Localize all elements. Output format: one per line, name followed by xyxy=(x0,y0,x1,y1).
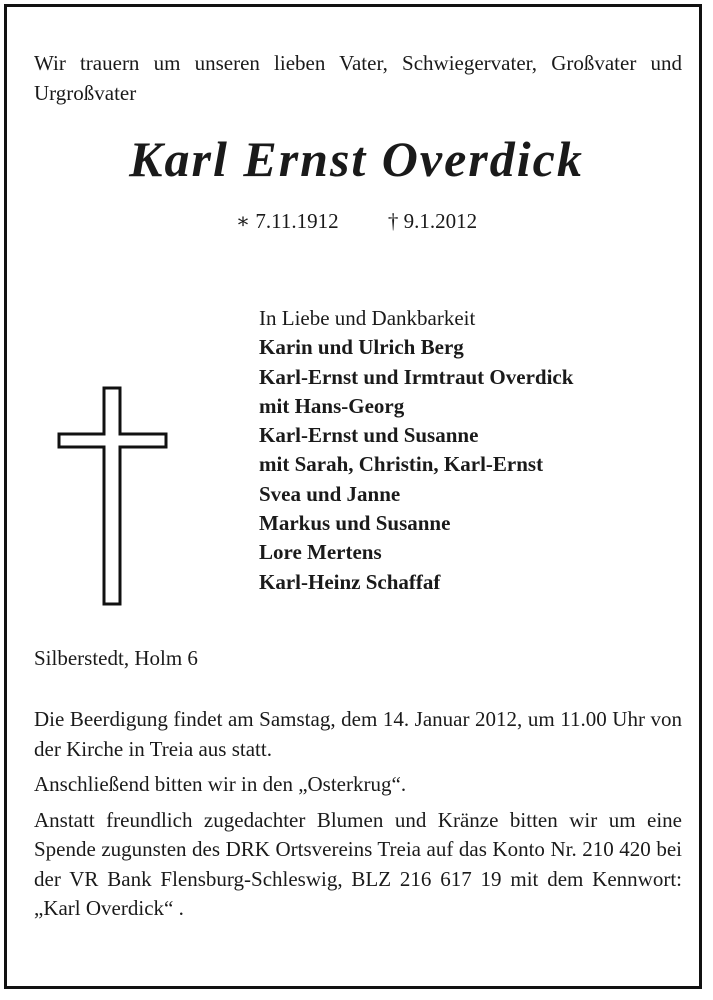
mourner-line: Karin und Ulrich Berg xyxy=(259,335,464,360)
funeral-details xyxy=(34,705,682,930)
mourners-list xyxy=(259,304,573,597)
mourner-line: Karl-Heinz Schaffaf xyxy=(259,569,441,594)
mourner-line: Karl-Ernst und Irmtraut Overdick xyxy=(259,364,574,389)
donation-paragraph: Anstatt freundlich zugedachter Blumen und Kränze bitten wir um eine Spende zugunsten des DRK Ortsvereins Treia auf das Konto Nr. 210 420 bei der VR Bank Flensburg-Schleswig, BLZ 216 617 19 mit dem Kennwort: „Karl Overdick“ . xyxy=(34,807,682,920)
deceased-name: Karl Ernst Overdick xyxy=(129,131,584,187)
death-date: † 9.1.2012 xyxy=(387,209,478,233)
life-dates xyxy=(0,209,713,234)
funeral-paragraph: Die Beerdigung findet am Samstag, dem 14. Januar 2012, um 11.00 Uhr von der Kirche in Treia aus statt. xyxy=(34,707,682,761)
mourner-line: Markus und Susanne xyxy=(259,511,451,536)
mourner-line: Karl-Ernst und Susanne xyxy=(259,423,479,448)
mourner-line: mit Hans-Georg xyxy=(259,393,405,418)
intro-text: Wir trauern um unseren lieben Vater, Schwiegervater, Großvater und Urgroßvater xyxy=(34,51,682,105)
cross-icon xyxy=(56,385,170,607)
mourner-line: Svea und Janne xyxy=(259,481,401,506)
address: Silberstedt, Holm 6 xyxy=(34,646,198,670)
birth-date: ∗ 7.11.1912 xyxy=(235,209,339,233)
mourner-line: Lore Mertens xyxy=(259,540,382,565)
mourners-lead: In Liebe und Dankbarkeit xyxy=(259,306,476,330)
mourner-line: mit Sarah, Christin, Karl-Ernst xyxy=(259,452,544,477)
reception-paragraph: Anschließend bitten wir in den „Osterkrug“. xyxy=(34,772,407,796)
